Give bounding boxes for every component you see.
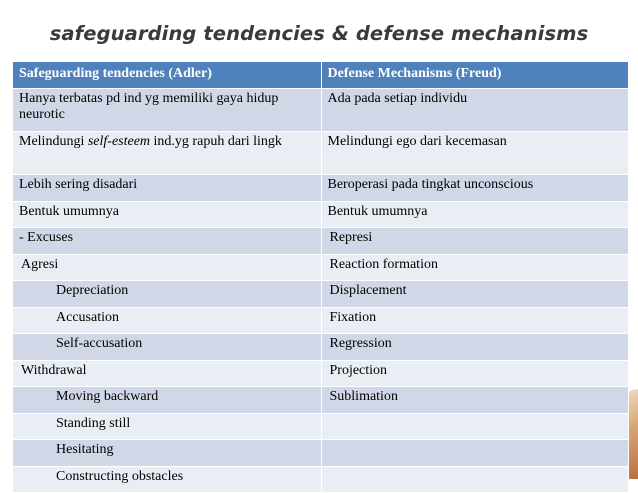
cell-text: Represi: [329, 230, 373, 245]
comparison-table: [13, 62, 629, 493]
cell-right: [321, 334, 628, 361]
cell-right: [321, 440, 628, 467]
cell-text: Displacement: [329, 283, 407, 298]
cell-right: Melindungi ego dari kecemasan: [321, 132, 628, 175]
cell-text: Sublimation: [329, 389, 398, 404]
cell-left: [13, 334, 321, 361]
table-row: [13, 201, 628, 228]
cell-left: [13, 132, 321, 175]
cell-text: Depreciation: [56, 283, 129, 298]
table-row: [13, 466, 628, 493]
cell-right: [321, 307, 628, 334]
table-row: [13, 413, 628, 440]
cell-left: Lebih sering disadari: [13, 175, 321, 202]
cell-left: [13, 440, 321, 467]
slide-title: safeguarding tendencies & defense mechanisms: [49, 22, 589, 45]
cell-right: Ada pada setiap individu: [321, 89, 628, 132]
cell-text: Reaction formation: [329, 256, 438, 272]
cell-text: Withdrawal: [21, 362, 87, 378]
cell-right: [321, 254, 628, 281]
cell-right: Bentuk umumnya: [321, 201, 628, 228]
table-row: [13, 89, 628, 132]
table-row: [13, 281, 628, 308]
table-row: [13, 175, 628, 202]
cell-right: [321, 281, 628, 308]
table-row: [13, 307, 628, 334]
cell-text: Fixation: [329, 309, 377, 325]
table-row: [13, 440, 628, 467]
cell-text: ind.yg rapuh dari lingk: [150, 134, 282, 149]
cell-left: [13, 466, 321, 493]
table-row: [13, 132, 628, 175]
table-header-row: [13, 62, 628, 89]
cell-right: [321, 466, 628, 493]
cell-text: Accusation: [56, 309, 119, 325]
cell-left: [13, 413, 321, 440]
cell-right: [321, 413, 628, 440]
cell-text: Regression: [329, 336, 392, 351]
cell-text: Agresi: [21, 256, 59, 272]
cell-text: Self-accusation: [56, 336, 143, 351]
cell-text: Hesitating: [56, 442, 114, 457]
cell-left: [13, 360, 321, 387]
cell-text: Melindungi: [19, 134, 88, 149]
cell-text: Constructing obstacles: [56, 468, 184, 484]
cell-left: [13, 307, 321, 334]
cell-right: [321, 228, 628, 255]
header-freud: Defense Mechanisms (Freud): [321, 62, 628, 89]
cell-left: [13, 254, 321, 281]
table-row: [13, 228, 628, 255]
table-row: [13, 387, 628, 414]
cell-text: Projection: [329, 362, 388, 378]
table-row: [13, 254, 628, 281]
cell-left: Bentuk umumnya: [13, 201, 321, 228]
cell-left: [13, 281, 321, 308]
header-adler: Safeguarding tendencies (Adler): [13, 62, 321, 89]
table-row: [13, 334, 628, 361]
cell-emphasis: self-esteem: [87, 134, 151, 149]
cell-left: Hanya terbatas pd ind yg memiliki gaya hidup neurotic: [13, 89, 321, 132]
cell-text: Moving backward: [56, 389, 159, 404]
cell-right: Beroperasi pada tingkat unconscious: [321, 175, 628, 202]
cell-text: Standing still: [56, 415, 131, 431]
cell-left: - Excuses: [13, 228, 321, 255]
cell-left: [13, 387, 321, 414]
table-row: [13, 360, 628, 387]
cell-right: [321, 387, 628, 414]
cell-right: [321, 360, 628, 387]
